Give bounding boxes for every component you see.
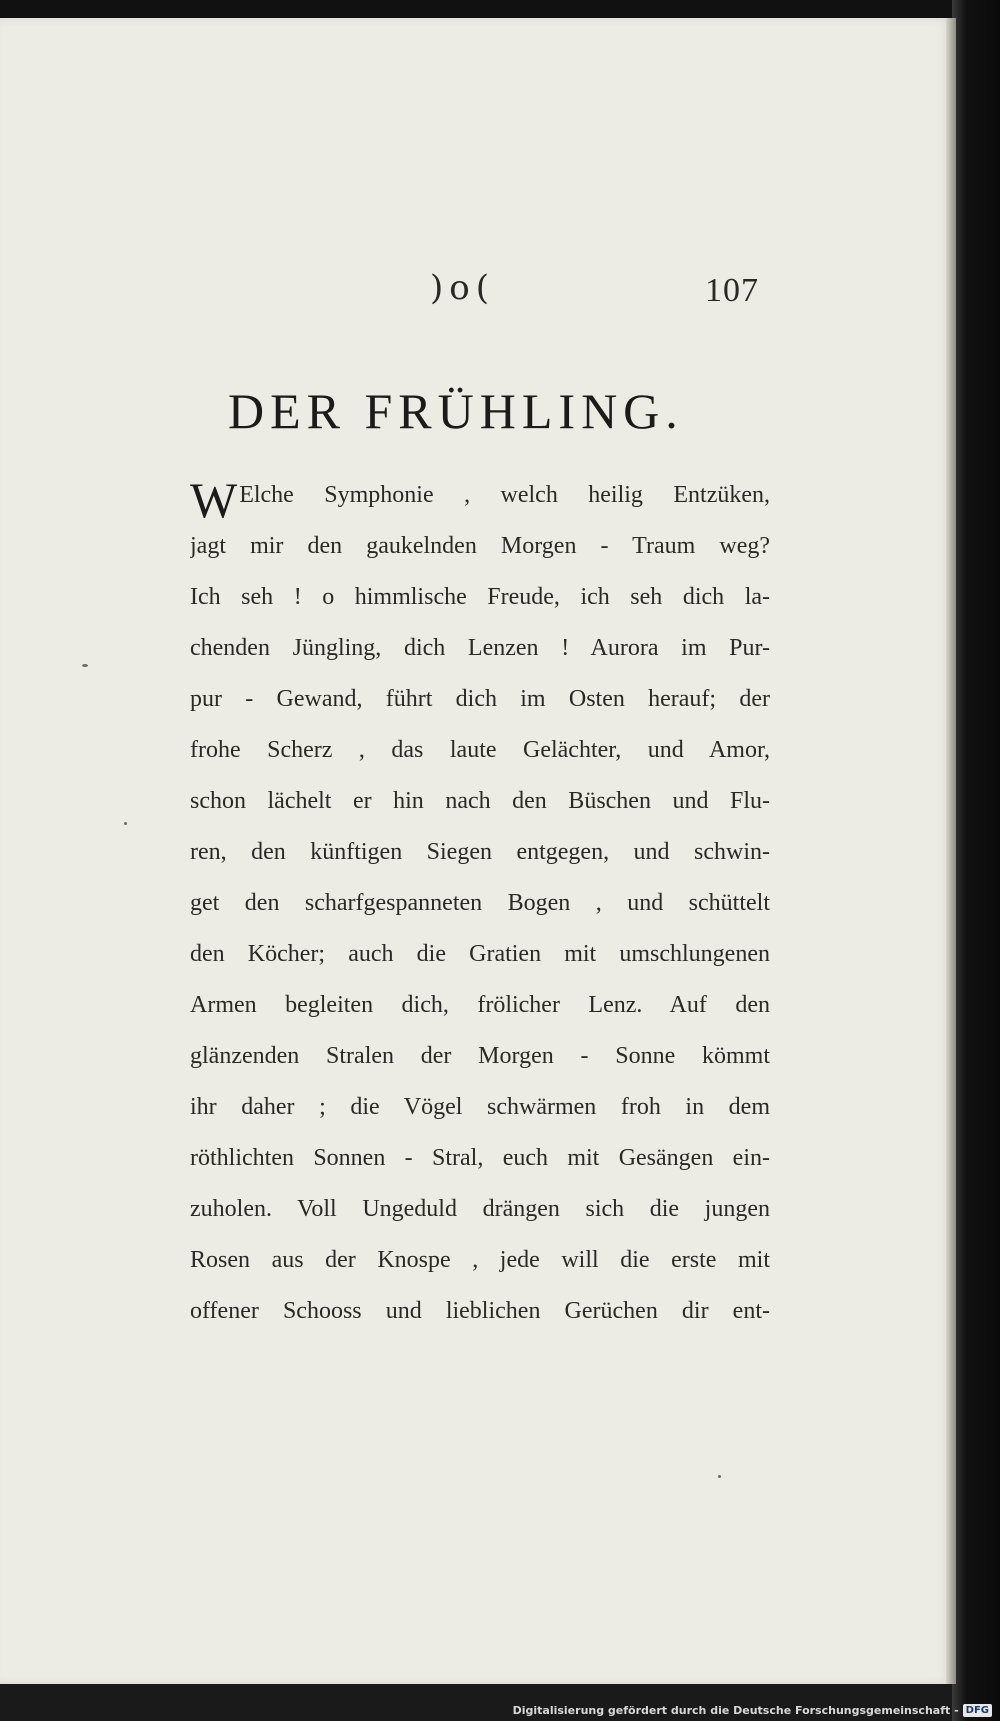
text-line: den Köcher; auch die Gratien mit umschlungenen bbox=[190, 941, 770, 967]
text-line: Ich seh ! o himmlische Freude, ich seh dich la- bbox=[190, 584, 770, 610]
text-line: Armen begleiten dich, frölicher Lenz. Auf den bbox=[190, 992, 770, 1018]
text-line: röthlichten Sonnen - Stral, euch mit Gesängen ein- bbox=[190, 1145, 770, 1171]
text-line: pur - Gewand, führt dich im Osten herauf; der bbox=[190, 686, 770, 712]
page-edge-shadow bbox=[946, 18, 956, 1684]
text-line: glänzenden Stralen der Morgen - Sonne kömmt bbox=[190, 1043, 770, 1069]
first-line-text: Elche Symphonie , welch heilig Entzüken, bbox=[239, 482, 770, 508]
paper-speck bbox=[718, 1475, 721, 1478]
text-line: zuholen. Voll Ungeduld drängen sich die jungen bbox=[190, 1196, 770, 1222]
text-line: ren, den künftigen Siegen entgegen, und schwin- bbox=[190, 839, 770, 865]
chapter-title: DER FRÜHLING. bbox=[228, 383, 684, 439]
text-line: schon lächelt er hin nach den Büschen und Flu- bbox=[190, 788, 770, 814]
text-line: Rosen aus der Knospe , jede will die erste mit bbox=[190, 1247, 770, 1273]
text-line: chenden Jüngling, dich Lenzen ! Aurora im Pur- bbox=[190, 635, 770, 661]
scan-frame-top bbox=[0, 0, 1000, 20]
body-text bbox=[190, 470, 770, 1337]
text-line: get den scharfgespanneten Bogen , und schüttelt bbox=[190, 890, 770, 916]
text-line: ihr daher ; die Vögel schwärmen froh in dem bbox=[190, 1094, 770, 1120]
dfg-logo-icon: DFG bbox=[963, 1704, 992, 1717]
footer-text: Digitalisierung gefördert durch die Deutsche Forschungsgemeinschaft - bbox=[512, 1704, 959, 1717]
text-line: jagt mir den gaukelnden Morgen - Traum weg? bbox=[190, 533, 770, 559]
paper-speck bbox=[124, 822, 127, 825]
header-ornament: )o( bbox=[430, 268, 495, 308]
drop-cap: W bbox=[190, 472, 238, 528]
digitization-footer bbox=[513, 1704, 992, 1717]
first-line bbox=[190, 470, 770, 528]
paper-speck bbox=[82, 664, 88, 667]
text-line: offener Schooss und lieblichen Gerüchen dir ent- bbox=[190, 1298, 770, 1324]
page-number: 107 bbox=[705, 272, 759, 309]
text-line: frohe Scherz , das laute Gelächter, und Amor, bbox=[190, 737, 770, 763]
scan-frame-right bbox=[952, 0, 1000, 1721]
